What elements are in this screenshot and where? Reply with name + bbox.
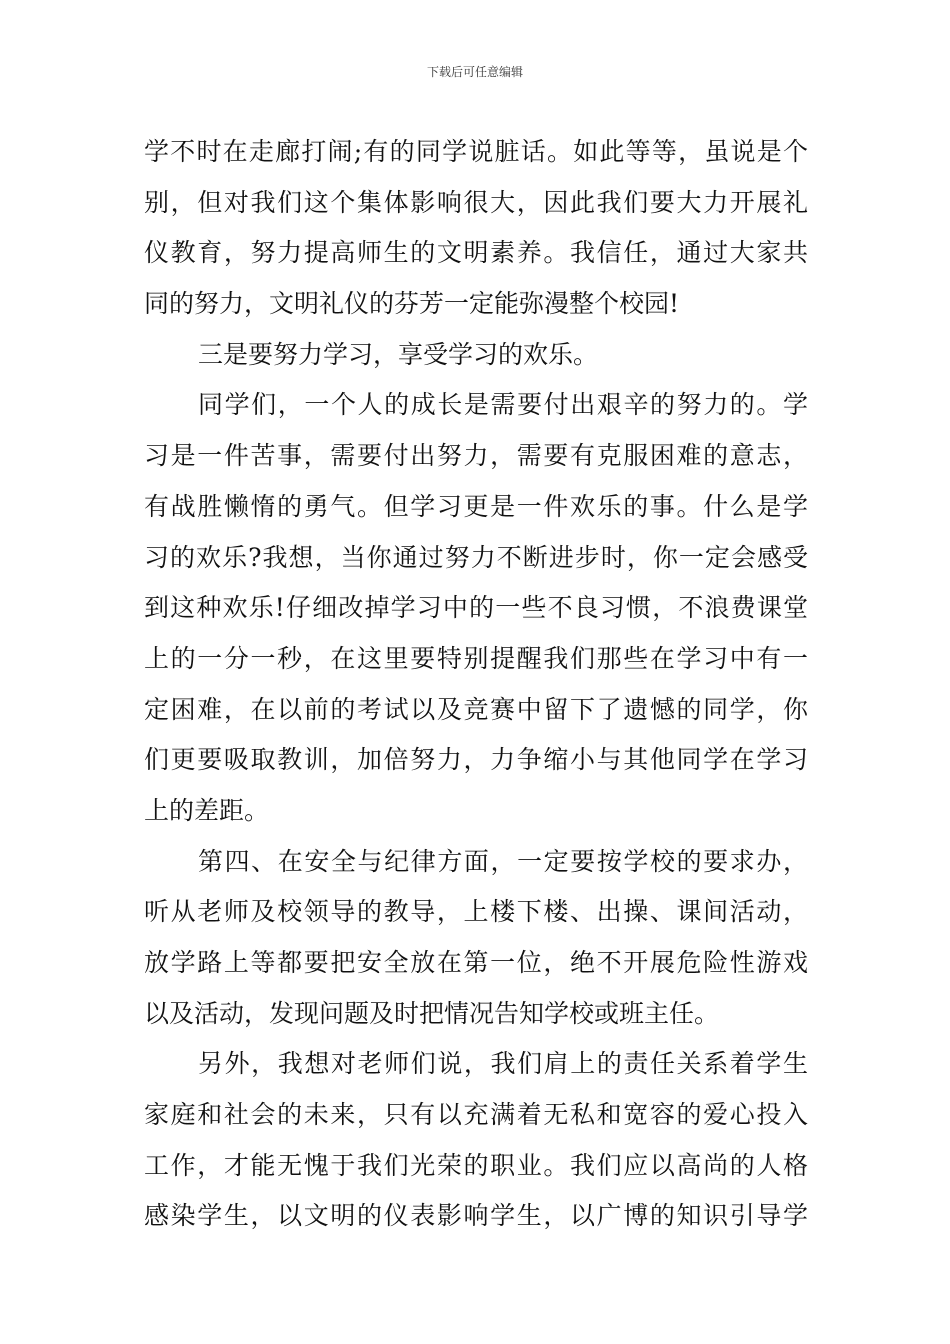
text-line: 三是要努力学习，享受学习的欢乐。 <box>198 339 599 369</box>
text-line: 习是一件苦事，需要付出努力，需要有克服困难的意志， <box>144 441 808 471</box>
text-line: 上的一分一秒，在这里要特别提醒我们那些在学习中有一 <box>144 643 808 673</box>
text-line: 以及活动，发现问题及时把情况告知学校或班主任。 <box>144 998 720 1028</box>
page-header: 下载后可任意编辑 <box>426 65 523 79</box>
text-line: 同学们，一个人的成长是需要付出艰辛的努力的。学 <box>198 390 808 420</box>
text-line: 感染学生，以文明的仪表影响学生，以广博的知识引导学 <box>144 1201 808 1231</box>
text-line: 同的努力，文明礼仪的芬芳一定能弥漫整个校园! <box>144 289 680 319</box>
text-line: 工作，才能无愧于我们光荣的职业。我们应以高尚的人格 <box>144 1150 808 1180</box>
text-line: 上的差距。 <box>144 795 270 825</box>
text-line: 仪教育，努力提高师生的文明素养。我信任，通过大家共 <box>144 238 808 268</box>
text-line: 有战胜懒惰的勇气。但学习更是一件欢乐的事。什么是学 <box>144 491 808 521</box>
text-line: 听从老师及校领导的教导，上楼下楼、出操、课间活动， <box>144 897 808 927</box>
text-line: 习的欢乐?我想，当你通过努力不断进步时，你一定会感受 <box>144 542 808 572</box>
text-line: 定困难，在以前的考试以及竞赛中留下了遗憾的同学，你 <box>144 694 808 724</box>
text-line: 们更要吸取教训，加倍努力，力争缩小与其他同学在学习 <box>144 745 808 775</box>
text-line: 第四、在安全与纪律方面，一定要按学校的要求办， <box>198 846 808 876</box>
document-body <box>144 127 808 1242</box>
text-line: 学不时在走廊打闹;有的同学说脏话。如此等等，虽说是个 <box>144 137 808 166</box>
text-line: 放学路上等都要把安全放在第一位，绝不开展危险性游戏 <box>144 948 808 977</box>
text-line: 家庭和社会的未来，只有以充满着无私和宽容的爱心投入 <box>144 1100 808 1130</box>
text-line: 另外，我想对老师们说，我们肩上的责任关系着学生 <box>198 1049 808 1079</box>
text-line: 别，但对我们这个集体影响很大，因此我们要大力开展礼 <box>144 187 808 217</box>
text-line: 到这种欢乐!仔细改掉学习中的一些不良习惯，不浪费课堂 <box>144 593 808 623</box>
